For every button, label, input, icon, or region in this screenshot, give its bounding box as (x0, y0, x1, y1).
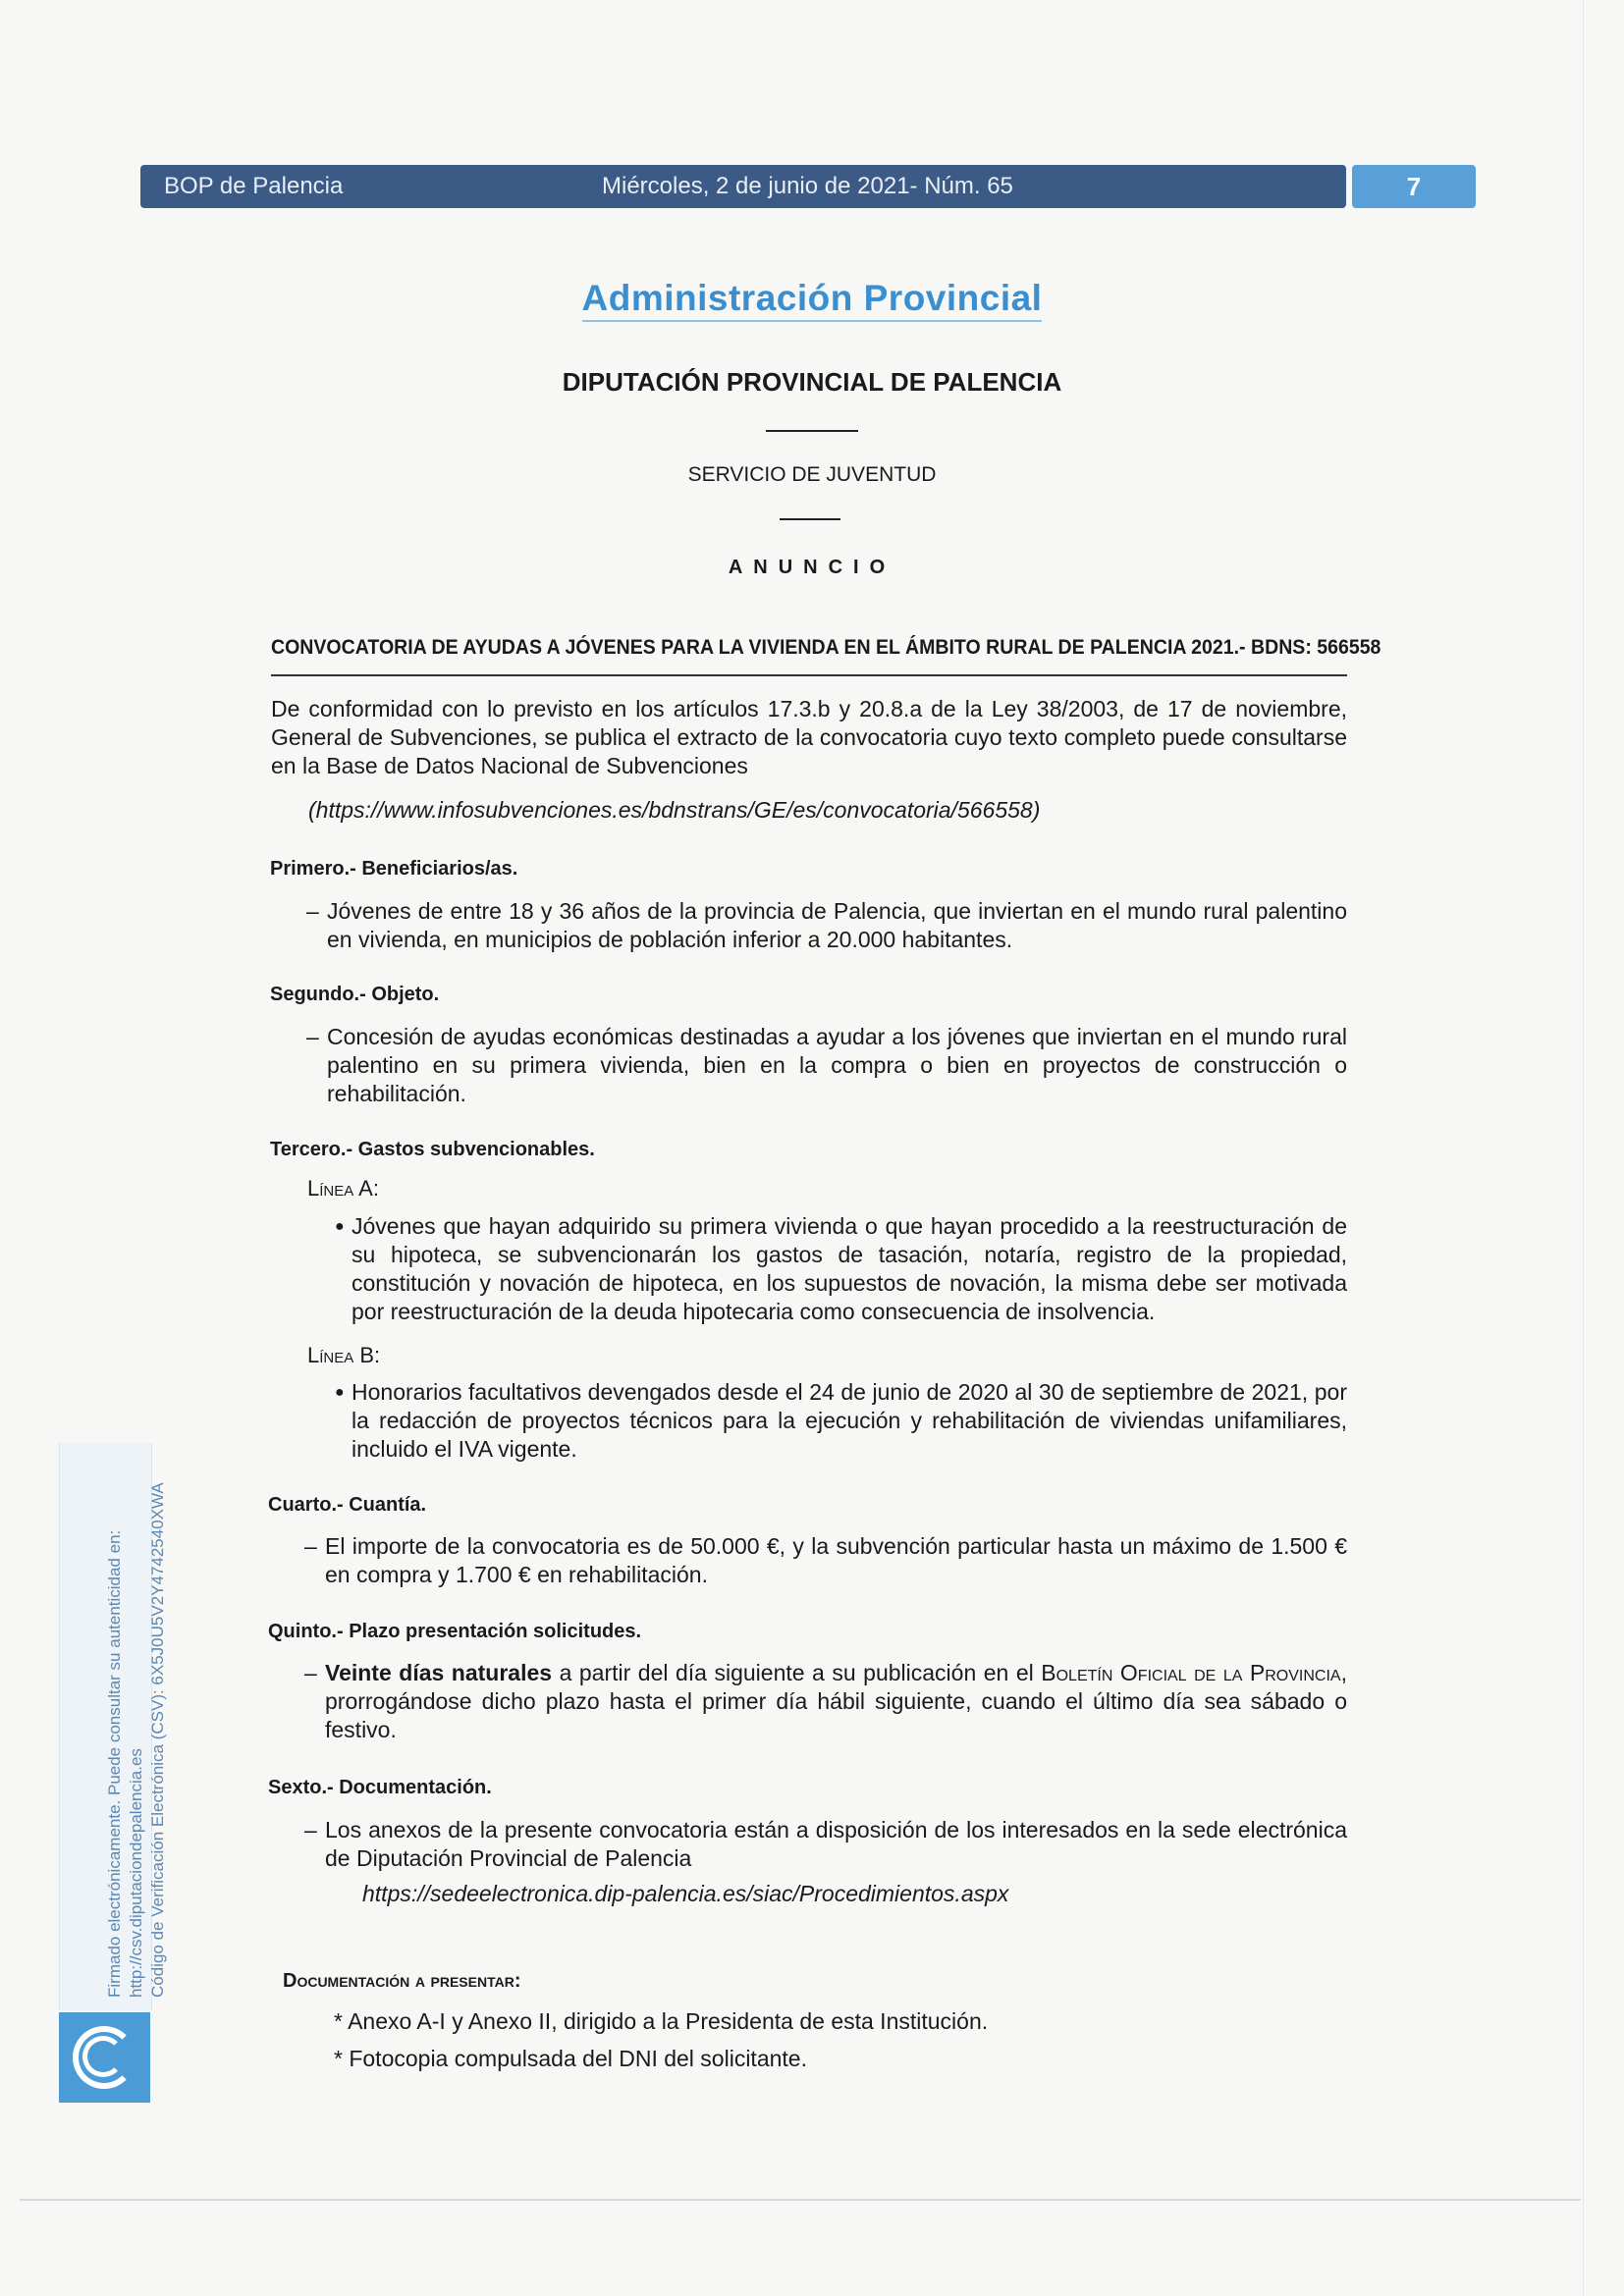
title-underline (271, 674, 1347, 676)
intro-url: (https://www.infosubvenciones.es/bdnstrans/GE/es/convocatoria/566558) (308, 797, 1041, 823)
tercero-heading: Tercero.- Gastos subvencionables. (270, 1139, 595, 1160)
bulletin-date-number: Miércoles, 2 de junio de 2021- Núm. 65 (602, 173, 1013, 199)
segundo-item: – Concesión de ayudas económicas destinadas a ayudar a los jóvenes que inviertan en el mundo rural palentino en su primera vivienda, bien en la compra o bien en proyectos de construcción o rehabilitación. (306, 1024, 1347, 1106)
bullet-icon: ● (335, 1218, 345, 1235)
service-name: SERVICIO DE JUVENTUD (687, 463, 937, 486)
page-right-edge (1583, 0, 1584, 2296)
divider (766, 430, 858, 432)
sexto-heading: Sexto.- Documentación. (268, 1777, 492, 1798)
segundo-heading: Segundo.- Objeto. (270, 984, 440, 1005)
linea-a-item: ● Jóvenes que hayan adquirido su primera vivienda o que hayan procedido a la reestructuración de su hipoteca, se subvencionarán los gastos de tasación, notaría, registro de la propiedad, constitución y novación de hipoteca, en los supuestos de novación, la misma debe ser motivada por reestructuración de la deuda hipotecaria como consecuencia de insolvencia. (335, 1213, 1347, 1324)
linea-b-label: Línea B: (307, 1343, 381, 1367)
page-number: 7 (1352, 165, 1476, 208)
intro-paragraph: De conformidad con lo previsto en los artículos 17.3.b y 20.8.a de la Ley 38/2003, de 17 de noviembre, General de Subvenciones, se publica el extracto de la convocatoria cuyo texto completo puede consultarse en la Base de Datos Nacional de Subvenciones (271, 696, 1347, 778)
documentacion-heading: Documentación a presentar: (283, 1970, 521, 1992)
bullet-icon: ● (335, 1384, 345, 1401)
quinto-item: – Veinte días naturales a partir del día siguiente a su publicación en el Boletín Oficial de la Provincia, prorrogándose dicho plazo hasta el primer día hábil siguiente, cuando el último día sea sábado o festivo. (304, 1660, 1347, 1742)
bulletin-header-bar (140, 165, 1346, 208)
linea-a-label: Línea A: (307, 1176, 379, 1201)
sede-url: https://sedeelectronica.dip-palencia.es/siac/Procedimientos.aspx (362, 1881, 1009, 1906)
divider (780, 518, 840, 520)
diputacion-logo-icon (59, 2012, 150, 2103)
cuarto-item: – El importe de la convocatoria es de 50.000 €, y la subvención particular hasta un máximo de 1.500 € en compra y 1.700 € en rehabilitación. (304, 1533, 1347, 1587)
csv-stamp-text: Firmado electrónicamente. Puede consultar su autenticidad en: http://csv.diputaciondepalencia.es Código de Verificación Electrónica (CSV): 6X5J0U5V2Y4742540XWA (105, 1482, 167, 1998)
section-title: Administración Provincial (0, 278, 1624, 319)
primero-heading: Primero.- Beneficiarios/as. (270, 858, 518, 880)
linea-b-item: ● Honorarios facultativos devengados desde el 24 de junio de 2020 al 30 de septiembre de 2021, por la redacción de proyectos técnicos para la ejecución y rehabilitación de viviendas unifamiliares, incluido el IVA vigente. (335, 1379, 1347, 1462)
bulletin-name: BOP de Palencia (164, 173, 344, 199)
anuncio-heading: ANUNCIO (728, 557, 896, 578)
documentacion-item: * Anexo A-I y Anexo II, dirigido a la Presidenta de esta Institución. (334, 2008, 989, 2034)
sexto-item: – Los anexos de la presente convocatoria están a disposición de los interesados en la sede electrónica de Diputación Provincial de Palencia (304, 1817, 1347, 1871)
convocatoria-title: CONVOCATORIA DE AYUDAS A JÓVENES PARA LA VIVIENDA EN EL ÁMBITO RURAL DE PALENCIA 2021.- BDNS: 566558 (271, 636, 1381, 659)
entity-name: DIPUTACIÓN PROVINCIAL DE PALENCIA (562, 367, 1062, 397)
primero-item: – Jóvenes de entre 18 y 36 años de la provincia de Palencia, que inviertan en el mundo rural palentino en vivienda, en municipios de población inferior a 20.000 habitantes. (306, 898, 1347, 952)
cuarto-heading: Cuarto.- Cuantía. (268, 1494, 427, 1516)
documentacion-item: * Fotocopia compulsada del DNI del solicitante. (334, 2046, 807, 2071)
page-bottom-edge (20, 2199, 1581, 2201)
quinto-heading: Quinto.- Plazo presentación solicitudes. (268, 1621, 642, 1642)
